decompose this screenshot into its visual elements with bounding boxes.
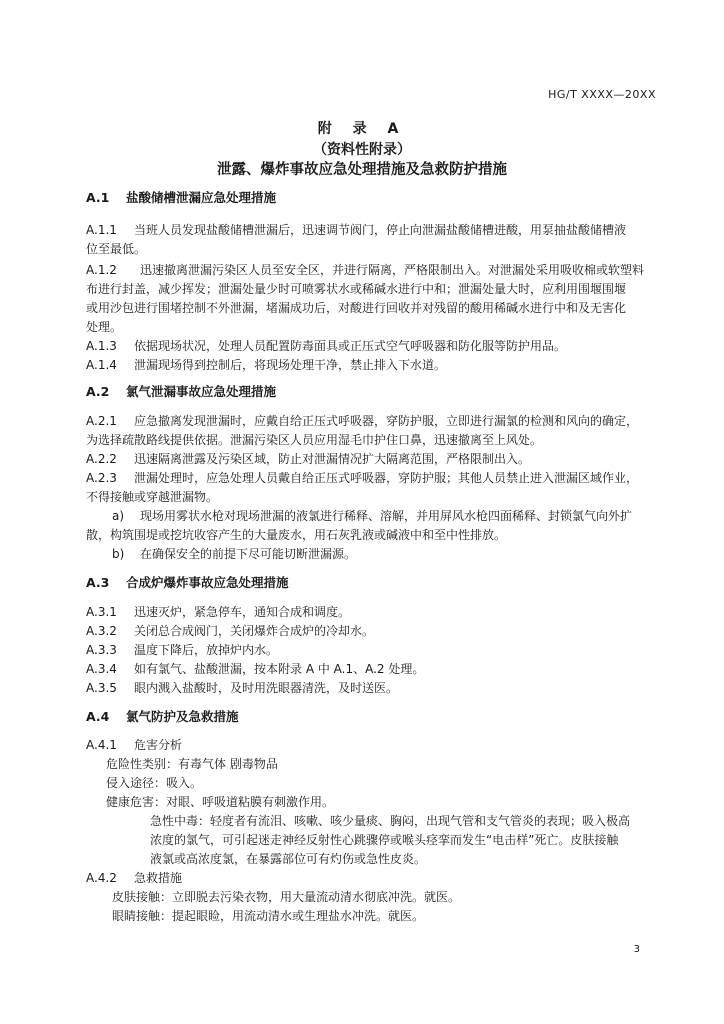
clause-number: A.2.1 (86, 414, 117, 428)
invasion-route: 侵入途径：吸入。 (106, 776, 203, 790)
list-text: 现场用雾状水枪对现场泄漏的液氯进行稀释、溶解，并用屏风水枪四面稀释、封锁氯气向外扩 (140, 509, 633, 523)
clause-a3-5 (86, 680, 398, 696)
section-heading-a2 (86, 384, 276, 400)
annex-heading: 泄露、爆炸事故应急处理措施及急救防护措施 (217, 162, 507, 178)
clause-a2-1-line2: 为选择疏散路线提供依据。泄漏污染区人员应用湿毛巾护住口鼻，迅速撤离至上风处。 (86, 433, 543, 447)
clause-a4-1-heading (86, 737, 182, 753)
clause-number: A.2.3 (86, 471, 117, 485)
list-item-a-line2: 散，构筑围堤或挖坑收容产生的大量废水，用石灰乳液或碱液中和至中性排放。 (86, 528, 507, 542)
clause-number: A.2.2 (86, 452, 117, 466)
clause-number: A.3.1 (86, 605, 117, 619)
clause-a1-3 (86, 338, 566, 354)
clause-a1-1-line2: 位至最低。 (86, 242, 147, 256)
health-hazard: 健康危害：对眼、呼吸道粘膜有刺激作用。 (106, 795, 335, 809)
section-title: 盐酸储槽泄漏应急处理措施 (126, 190, 277, 205)
clause-number: A.4.1 (86, 738, 117, 752)
clause-text: 依据现场状况，处理人员配置防毒面具或正压式空气呼吸器和防化服等防护用品。 (134, 339, 567, 353)
section-heading-a1 (86, 190, 276, 206)
first-aid-eye: 眼睛接触：提起眼睑，用流动清水或生理盐水冲洗。就医。 (112, 909, 425, 923)
acute-poisoning-line2: 浓度的氯气，可引起迷走神经反射性心跳骤停或喉头痉挛而发生“电击样”死亡。皮肤接触 (150, 833, 619, 847)
clause-a2-2 (86, 451, 530, 467)
clause-text: 关闭总合成阀门，关闭爆炸合成炉的冷却水。 (134, 624, 375, 638)
clause-text: 迅速撤离泄漏污染区人员至安全区，并进行隔离，严格限制出入。对泄漏处采用吸收棉或软塑料 (140, 263, 645, 277)
clause-a4-2-heading (86, 870, 182, 886)
acute-poisoning-line1: 急性中毒：轻度者有流泪、咳嗽、咳少量痰、胸闷，出现气管和支气管炎的表现；吸入极高 (150, 814, 631, 828)
clause-number: A.3.3 (86, 643, 117, 657)
clause-number: A.3.4 (86, 662, 117, 676)
section-number: A.3 (86, 575, 110, 590)
section-title: 氯气防护及急救措施 (126, 709, 239, 724)
clause-number: A.3.2 (86, 624, 117, 638)
hazard-category: 危险性类别：有毒气体 剧毒物品 (106, 757, 278, 771)
clause-number: A.4.2 (86, 871, 117, 885)
section-heading-a4 (86, 709, 239, 725)
clause-a3-3 (86, 642, 278, 658)
clause-a3-4 (86, 661, 424, 677)
acute-poisoning-line3: 液氯或高浓度氯，在暴露部位可有灼伤或急性皮炎。 (150, 852, 427, 866)
clause-text: 当班人员发现盐酸储槽泄漏后，迅速调节阀门，停止向泄漏盐酸储槽进酸，用泵抽盐酸储槽液 (134, 223, 627, 237)
section-heading-a3 (86, 575, 289, 591)
section-number: A.2 (86, 384, 110, 399)
clause-a1-2-line2: 布进行封盖，减少挥发；泄漏处量少时可喷雾状水或稀碱水进行中和；泄漏处量大时，应利用围堰围堰 (86, 282, 627, 296)
clause-a1-2-line3: 或用沙包进行围堵控制不外泄漏，堵漏成功后，对酸进行回收并对残留的酸用稀碱水进行中和及无害化 (86, 301, 627, 315)
clause-text: 迅速隔离泄露及污染区域，防止对泄漏情况扩大隔离范围，严格限制出入。 (134, 452, 531, 466)
clause-text: 温度下降后，放掉炉内水。 (134, 643, 279, 657)
clause-text: 迅速灭炉，紧急停车，通知合成和调度。 (134, 605, 351, 619)
section-number: A.4 (86, 709, 110, 724)
section-number: A.1 (86, 190, 110, 205)
document-number: HG/T XXXX—20XX (548, 88, 656, 101)
clause-number: A.1.3 (86, 339, 117, 353)
list-label: a) (112, 509, 125, 523)
clause-text: 泄漏现场得到控制后，将现场处理干净，禁止排入下水道。 (134, 358, 447, 372)
list-item-b (112, 546, 356, 562)
list-label: b) (112, 547, 125, 561)
clause-a1-4 (86, 357, 446, 373)
clause-a1-2-line1 (86, 262, 644, 278)
clause-text: 如有氯气、盐酸泄漏，按本附录 A 中 A.1、A.2 处理。 (134, 662, 425, 676)
annex-title: 附 录 A (317, 121, 407, 137)
list-text: 在确保安全的前提下尽可能切断泄漏源。 (140, 547, 357, 561)
page-number: 3 (633, 944, 640, 955)
list-item-a-line1 (112, 508, 632, 524)
clause-number: A.3.5 (86, 681, 117, 695)
clause-text: 急救措施 (134, 871, 183, 885)
clause-text: 危害分析 (134, 738, 183, 752)
clause-a2-3-line2: 不得接触或穿越泄漏物。 (86, 490, 219, 504)
clause-number: A.1.2 (86, 263, 117, 277)
clause-a2-3-line1 (86, 470, 638, 486)
clause-a1-2-line4: 处理。 (86, 320, 123, 334)
section-title: 合成炉爆炸事故应急处理措施 (126, 575, 289, 590)
clause-number: A.1.4 (86, 358, 117, 372)
section-title: 氯气泄漏事故应急处理措施 (126, 384, 277, 399)
clause-text: 泄漏处理时，应急处理人员戴自给正压式呼吸器，穿防护服；其他人员禁止进入泄漏区域作业， (134, 471, 639, 485)
clause-text: 应急撤离发现泄漏时，应戴自给正压式呼吸器，穿防护服，立即进行漏氯的检测和风向的确定， (134, 414, 639, 428)
clause-text: 眼内溅入盐酸时，及时用洗眼器清洗，及时送医。 (134, 681, 399, 695)
annex-subtitle: （资料性附录） (313, 142, 411, 158)
clause-number: A.1.1 (86, 223, 117, 237)
clause-a3-2 (86, 623, 374, 639)
first-aid-skin: 皮肤接触：立即脱去污染衣物，用大量流动清水彻底冲洗。就医。 (112, 890, 461, 904)
clause-a2-1-line1 (86, 413, 638, 429)
clause-a3-1 (86, 604, 350, 620)
clause-a1-1-line1 (86, 222, 626, 238)
